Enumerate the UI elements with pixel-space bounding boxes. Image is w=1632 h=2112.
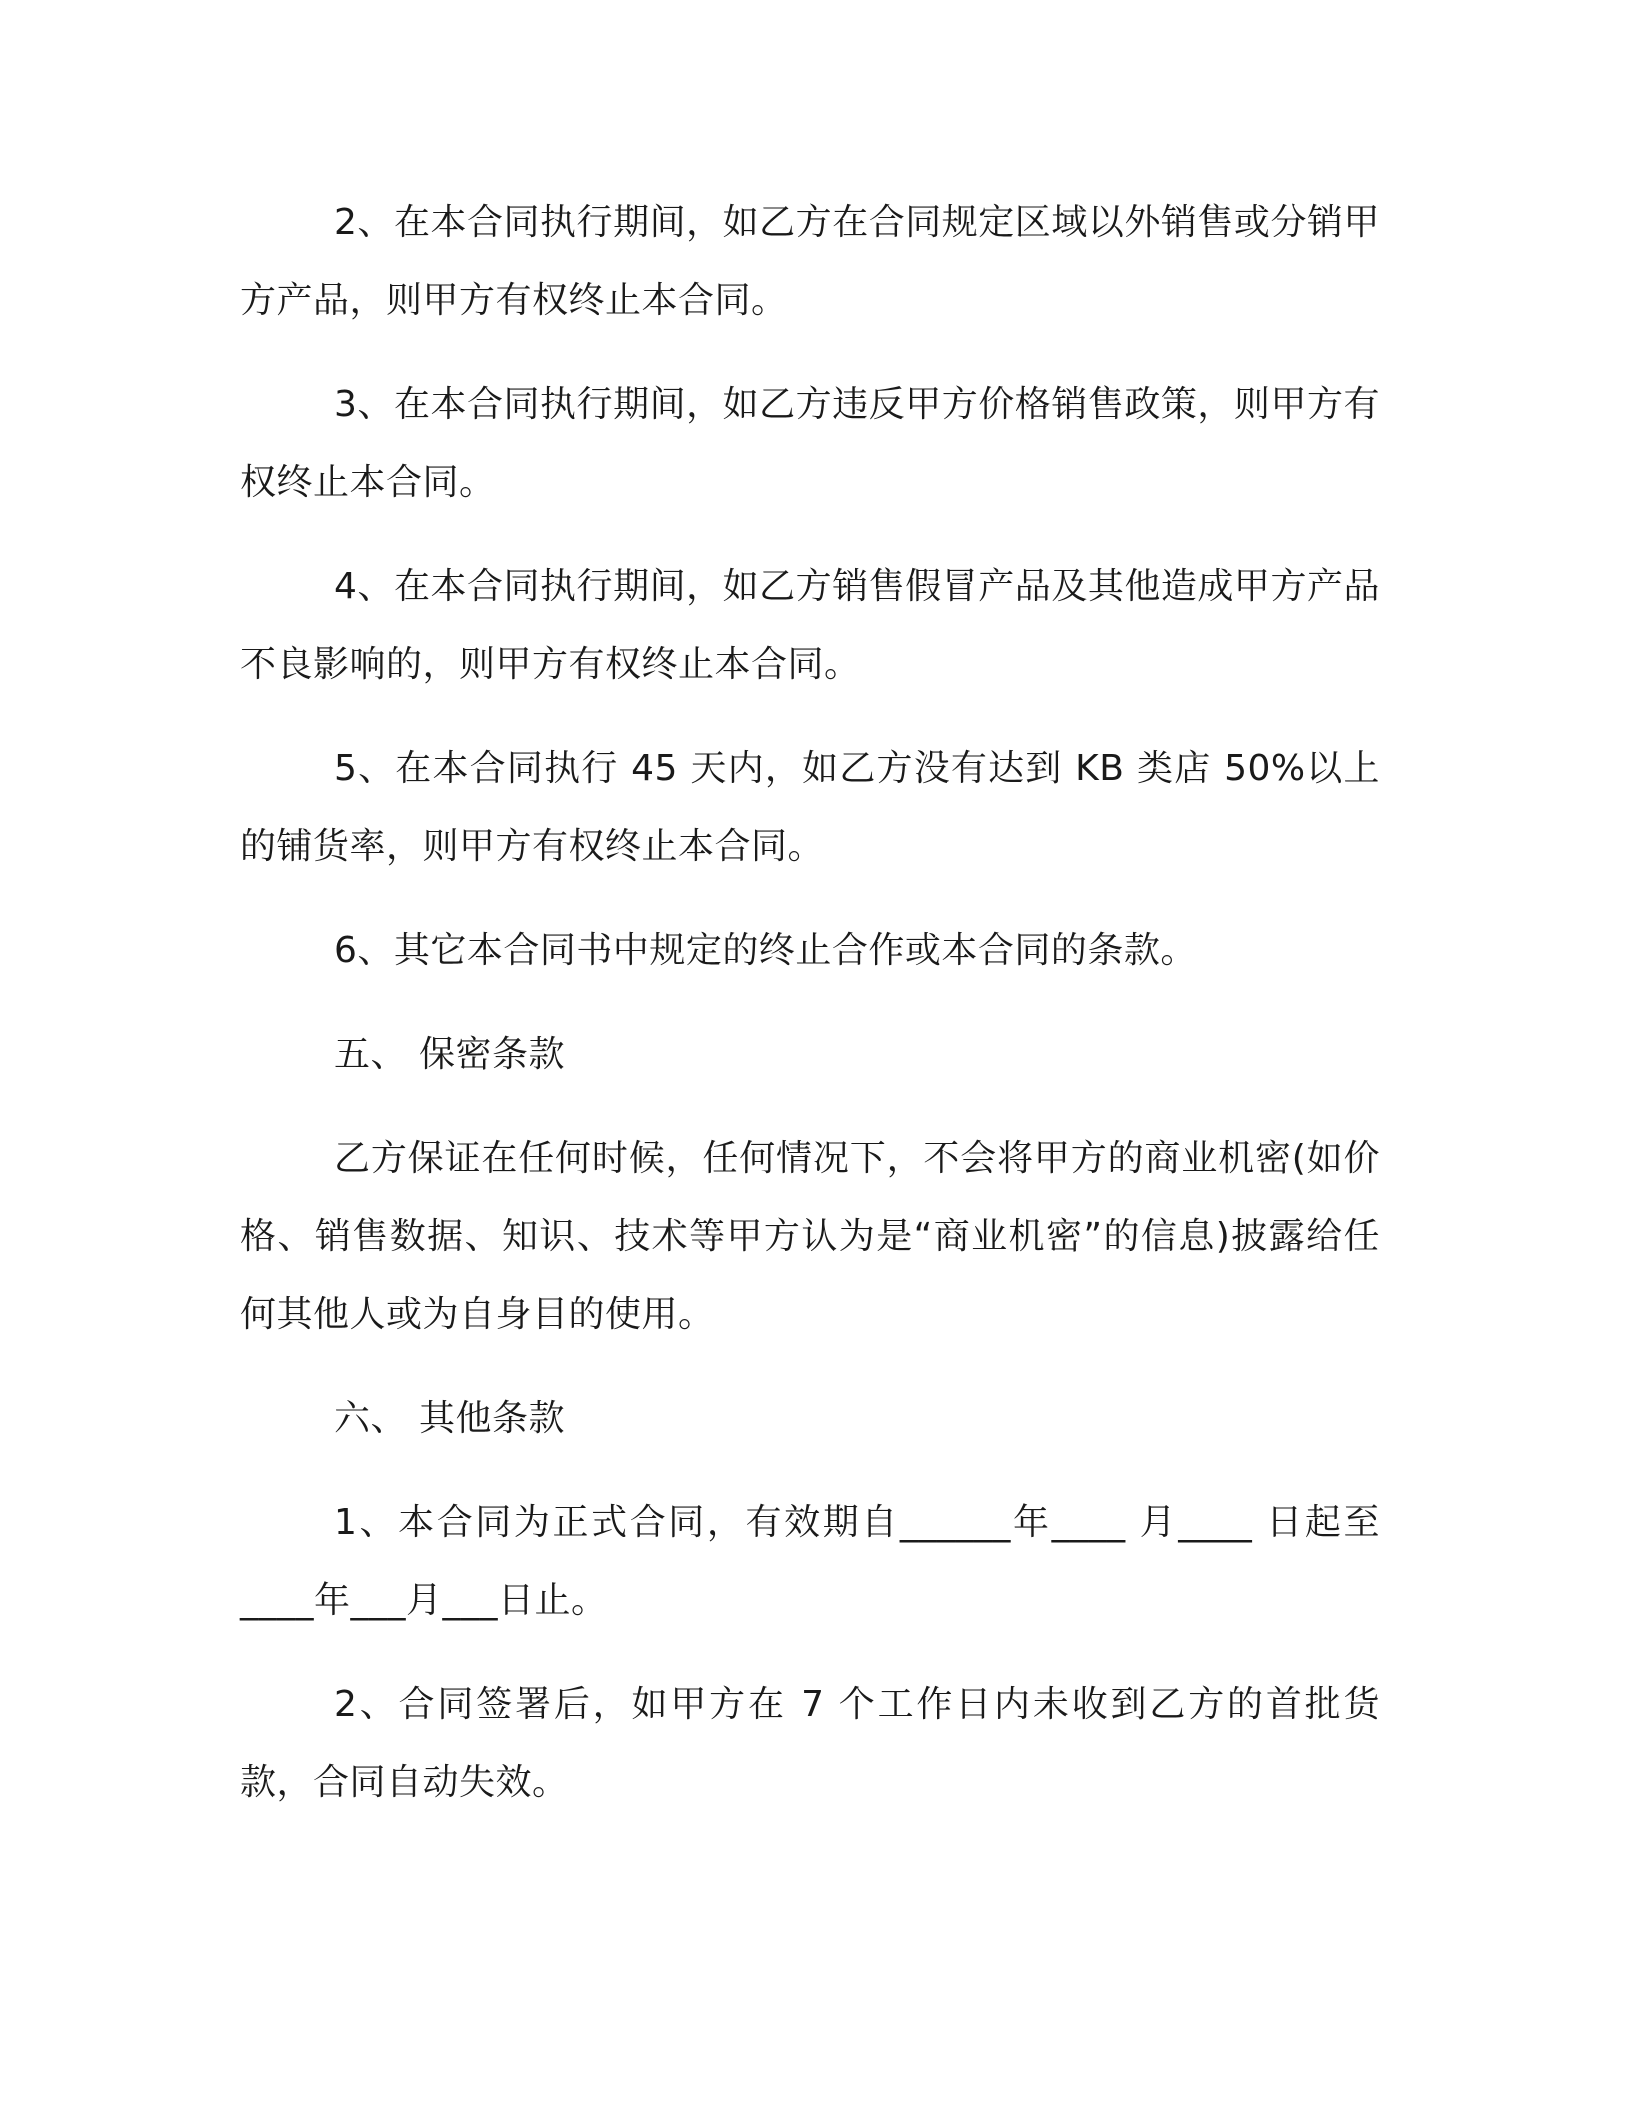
section-heading-confidentiality: 五、 保密条款 [334, 1034, 565, 1075]
clause-3-termination-price: 3、在本合同执行期间，如乙方违反甲方价格销售政策，则甲方有权终止本合同。 [240, 384, 1380, 503]
other-clause-1-validity: 1、本合同为正式合同，有效期自______年____ 月____ 日起至____年___月___日止。 [240, 1502, 1380, 1621]
other-clause-2-payment: 2、合同签署后，如甲方在 7 个工作日内未收到乙方的首批货款，合同自动失效。 [240, 1684, 1380, 1803]
clause-5-termination-distribution: 5、在本合同执行 45 天内，如乙方没有达到 KB 类店 50%以上的铺货率，则甲方有权终止本合同。 [240, 748, 1380, 867]
clause-4-termination-counterfeit: 4、在本合同执行期间，如乙方销售假冒产品及其他造成甲方产品不良影响的，则甲方有权终止本合同。 [240, 566, 1380, 685]
clause-6-termination-other: 6、其它本合同书中规定的终止合作或本合同的条款。 [334, 930, 1197, 971]
document-body [240, 184, 1380, 1848]
clause-2-termination-region: 2、在本合同执行期间，如乙方在合同规定区域以外销售或分销甲方产品，则甲方有权终止本合同。 [240, 202, 1380, 321]
confidentiality-clause: 乙方保证在任何时候，任何情况下，不会将甲方的商业机密(如价格、销售数据、知识、技术等甲方认为是“商业机密”的信息)披露给任何其他人或为自身目的使用。 [240, 1138, 1380, 1335]
section-heading-other-terms: 六、 其他条款 [334, 1398, 565, 1439]
